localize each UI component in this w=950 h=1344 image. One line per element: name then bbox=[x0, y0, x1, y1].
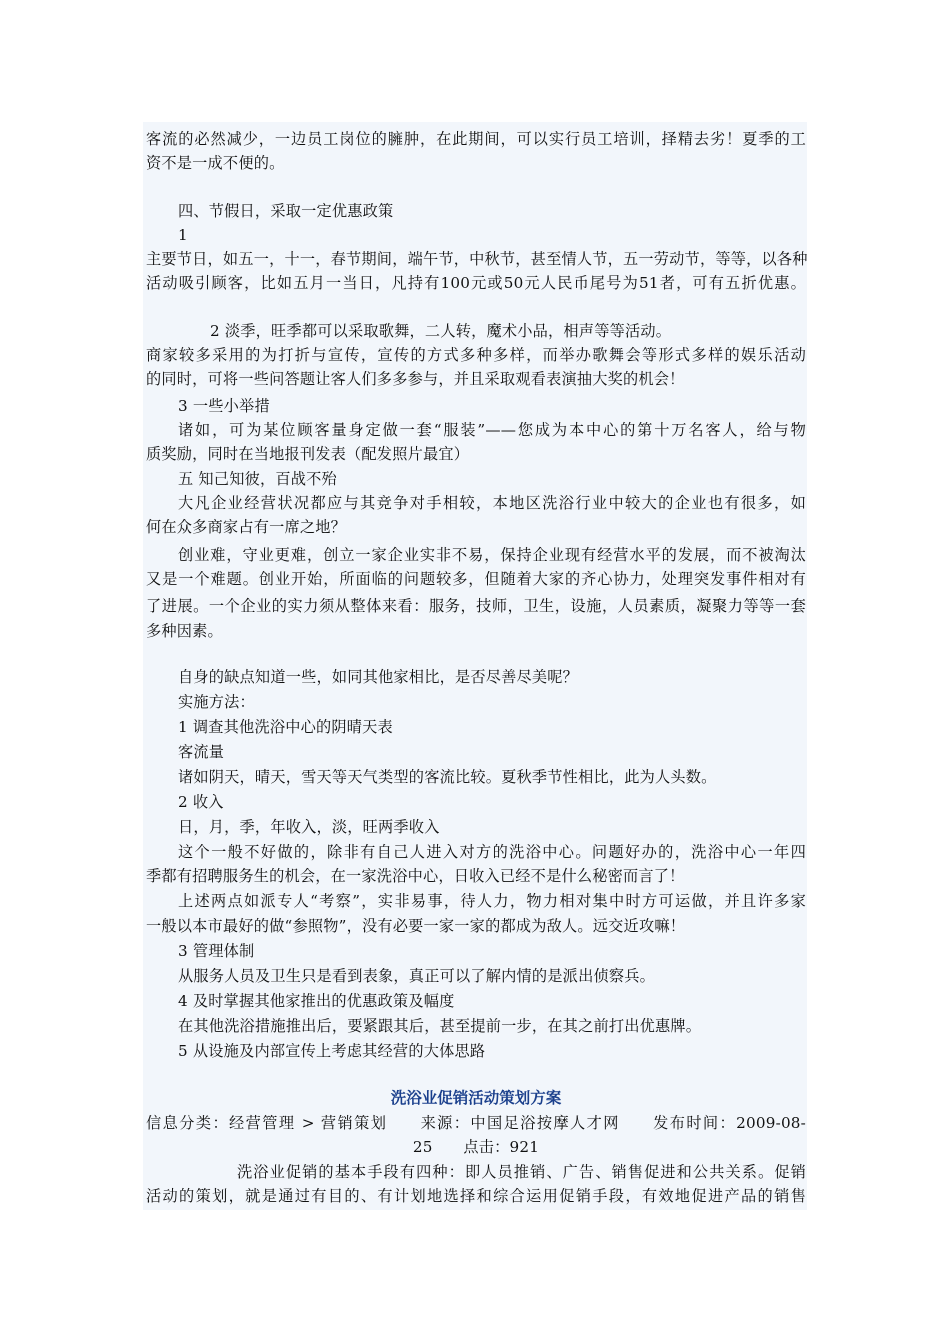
article-meta: 信息分类：经营管理 > 营销策划 来源：中国足浴按摩人才网 发布时间：2009-08- bbox=[146, 1114, 806, 1132]
paragraph-line: 何在众多商家占有一席之地？ bbox=[146, 518, 347, 536]
paragraph-line: 的同时，可将一些问答题让客人们多多参与，并且采取观看表演抽大奖的机会！ bbox=[146, 370, 685, 388]
paragraph-line: 诸如，可为某位顾客量身定做一套“服装”——您成为本中心的第十万名客人，给与物 bbox=[178, 421, 806, 439]
paragraph-line: 上述两点如派专人“考察”，实非易事，待人力，物力相对集中时方可运做，并且许多家 bbox=[178, 892, 806, 910]
paragraph-line: 主要节日，如五一，十一，春节期间，端午节，中秋节，甚至情人节，五一劳动节，等等，以各种 bbox=[146, 250, 808, 268]
paragraph-line: 这个一般不好做的，除非有自己人进入对方的洗浴中心。问题好办的，洗浴中心一年四 bbox=[178, 843, 806, 861]
section-heading: 五 知己知彼，百战不殆 bbox=[178, 470, 337, 488]
paragraph-line: 诸如阴天，晴天，雪天等天气类型的客流比较。夏秋季节性相比，此为人头数。 bbox=[178, 768, 717, 786]
article-meta: 25 点击：921 bbox=[412, 1138, 540, 1156]
paragraph-line: 自身的缺点知道一些，如同其他家相比，是否尽善尽美呢？ bbox=[178, 668, 579, 686]
paragraph-line: 在其他洗浴措施推出后，要紧跟其后，甚至提前一步，在其之前打出优惠牌。 bbox=[178, 1017, 702, 1035]
section-heading: 3 一些小举措 bbox=[178, 397, 270, 415]
paragraph-line: 质奖励，同时在当地报刊发表（配发照片最宜） bbox=[146, 445, 470, 463]
article-intro: 活动的策划，就是通过有目的、有计划地选择和综合运用促销手段，有效地促进产品的销售 bbox=[146, 1187, 806, 1205]
list-item: 1 调查其他洗浴中心的阴晴天表 bbox=[178, 718, 393, 736]
paragraph-line: 商家较多采用的为打折与宣传，宣传的方式多种多样，而举办歌舞会等形式多样的娱乐活动 bbox=[146, 346, 806, 364]
list-number: 1 bbox=[178, 226, 188, 244]
paragraph-line: 日，月，季，年收入，淡，旺两季收入 bbox=[178, 818, 440, 836]
list-item: 5 从设施及内部宣传上考虑其经营的大体思路 bbox=[178, 1042, 486, 1060]
paragraph-line: 多种因素。 bbox=[146, 622, 223, 640]
paragraph-line: 实施方法： bbox=[178, 693, 255, 711]
paragraph-line: 一般以本市最好的做“参照物”，没有必要一家一家的都成为敌人。远交近攻嘛！ bbox=[146, 917, 686, 935]
list-item: 2 收入 bbox=[178, 793, 224, 811]
paragraph-line: 客流的必然减少，一边员工岗位的臃肿，在此期间，可以实行员工培训，择精去劣！夏季的工 bbox=[146, 130, 806, 148]
paragraph-line: 客流量 bbox=[178, 743, 225, 761]
paragraph-line: 活动吸引顾客，比如五月一当日，凡持有100元或50元人民币尾号为51者，可有五折优惠。 bbox=[146, 274, 806, 292]
paragraph-line: 从服务人员及卫生只是看到表象，真正可以了解内情的是派出侦察兵。 bbox=[178, 967, 656, 985]
list-item: 4 及时掌握其他家推出的优惠政策及幅度 bbox=[178, 992, 455, 1010]
paragraph-line: 又是一个难题。创业开始，所面临的问题较多，但随着大家的齐心协力，处理突发事件相对有 bbox=[146, 570, 806, 588]
paragraph-line: 2 淡季，旺季都可以采取歌舞，二人转，魔术小品，相声等等活动。 bbox=[210, 322, 672, 340]
list-item: 3 管理体制 bbox=[178, 942, 255, 960]
paragraph-line: 创业难，守业更难，创立一家企业实非不易，保持企业现有经营水平的发展，而不被淘汰 bbox=[178, 546, 806, 564]
paragraph-line: 了进展。一个企业的实力须从整体来看：服务，技师，卫生，设施，人员素质，凝聚力等等一套 bbox=[146, 597, 806, 615]
section-heading: 四、节假日，采取一定优惠政策 bbox=[178, 202, 394, 220]
paragraph-line: 季都有招聘服务生的机会，在一家洗浴中心，日收入已经不是什么秘密而言了！ bbox=[146, 867, 685, 885]
paragraph-line: 大凡企业经营状况都应与其竞争对手相较，本地区洗浴行业中较大的企业也有很多，如 bbox=[178, 494, 806, 512]
article-title: 洗浴业促销活动策划方案 bbox=[390, 1088, 562, 1107]
paragraph-line: 资不是一成不便的。 bbox=[146, 154, 285, 172]
article-intro: 洗浴业促销的基本手段有四种：即人员推销、广告、销售促进和公共关系。促销 bbox=[237, 1163, 806, 1181]
